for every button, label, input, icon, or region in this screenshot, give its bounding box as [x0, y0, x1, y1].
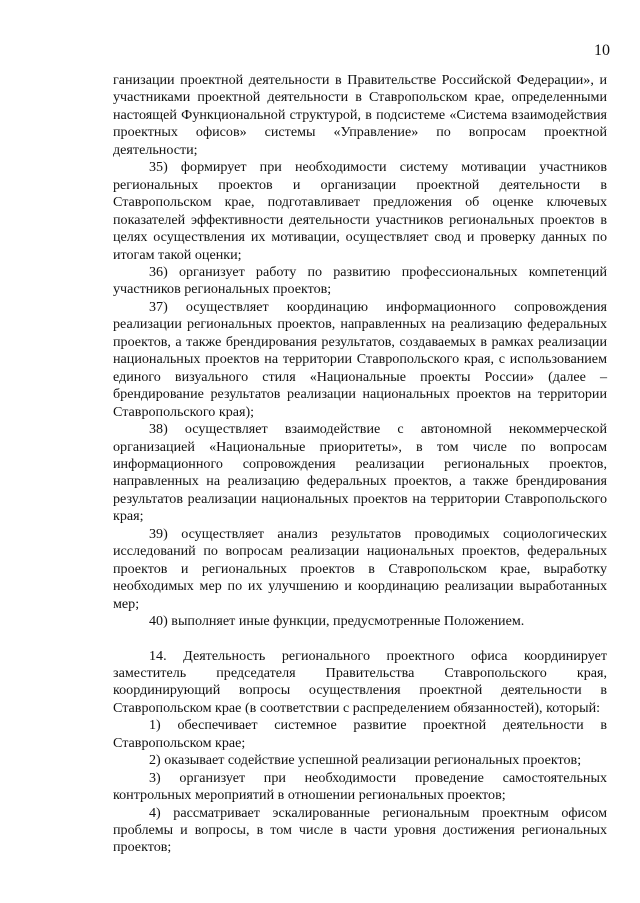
paragraph-subitem-3: 3) организует при необходимости проведение самостоятельных контрольных мероприятий в отношении региональных проектов; — [113, 769, 607, 804]
paragraph-continuation: ганизации проектной деятельности в Правительстве Российской Федерации», и участниками проектной деятельности в Ставропольском крае, определенными настоящей Функциональной структурой, в подсистеме «Система взаимодействия проектных офисов» системы «Управление» по вопросам проектной деятельности; — [113, 72, 607, 158]
paragraph-subitem-1: 1) обеспечивает системное развитие проектной деятельности в Ставропольском крае; — [113, 717, 607, 751]
paragraph-subitem-2: 2) оказывает содействие успешной реализации региональных проектов; — [149, 752, 582, 769]
paragraph-subitem-4: 4) рассматривает эскалированные региональным проектным офисом проблемы и вопросы, в том числе в части уровня достижения региональных проектов; — [113, 804, 607, 856]
document-body — [113, 72, 607, 857]
paragraph-item-40: 40) выполняет иные функции, предусмотренные Положением. — [149, 613, 525, 630]
paragraph-item-35: 35) формирует при необходимости систему мотивации участников региональных проектов и организации проектной деятельности в Ставропольском крае, подготавливает предложения об оценке ключевых показателей эффективности деятельности участников региональных проектов в целях осуществления их мотивации, осуществляет свод и проверку данных по итогам такой оценки; — [113, 159, 607, 263]
page-number: 10 — [594, 42, 610, 59]
paragraph-item-38: 38) осуществляет взаимодействие с автономной некоммерческой организацией «Национальные приоритеты», в том числе по вопросам информационного сопровождения реализации региональных проектов, направленных на реализацию федеральных проектов, а также брендирования результатов реализации национальных проектов на территории Ставропольского края; — [113, 421, 607, 525]
paragraph-section-14: 14. Деятельность регионального проектного офиса координирует заместитель председателя Правительства Ставропольского края, координирующий вопросы осуществления проектной деятельности в Ставропольском крае (в соответствии с распределением обязанностей), который: — [113, 647, 607, 716]
paragraph-item-37: 37) осуществляет координацию информационного сопровождения реализации региональных проектов, направленных на реализацию федеральных проектов, а также брендирования результатов, создаваемых в рамках реализации национальных проектов на территории Ставропольского края, с использованием единого визуального стиля «Национальные проекты России» (далее – брендирование результатов реализации национальных проектов на территории Ставропольского края); — [113, 298, 607, 420]
paragraph-item-36: 36) организует работу по развитию профессиональных компетенций участников региональных проектов; — [113, 263, 607, 298]
paragraph-item-39: 39) осуществляет анализ результатов проводимых социологических исследований по вопросам реализации национальных проектов, федеральных проектов и региональных проектов в Ставропольском крае, выработку необходимых мер по их улучшению и координацию реализации выработанных мер; — [113, 525, 607, 612]
